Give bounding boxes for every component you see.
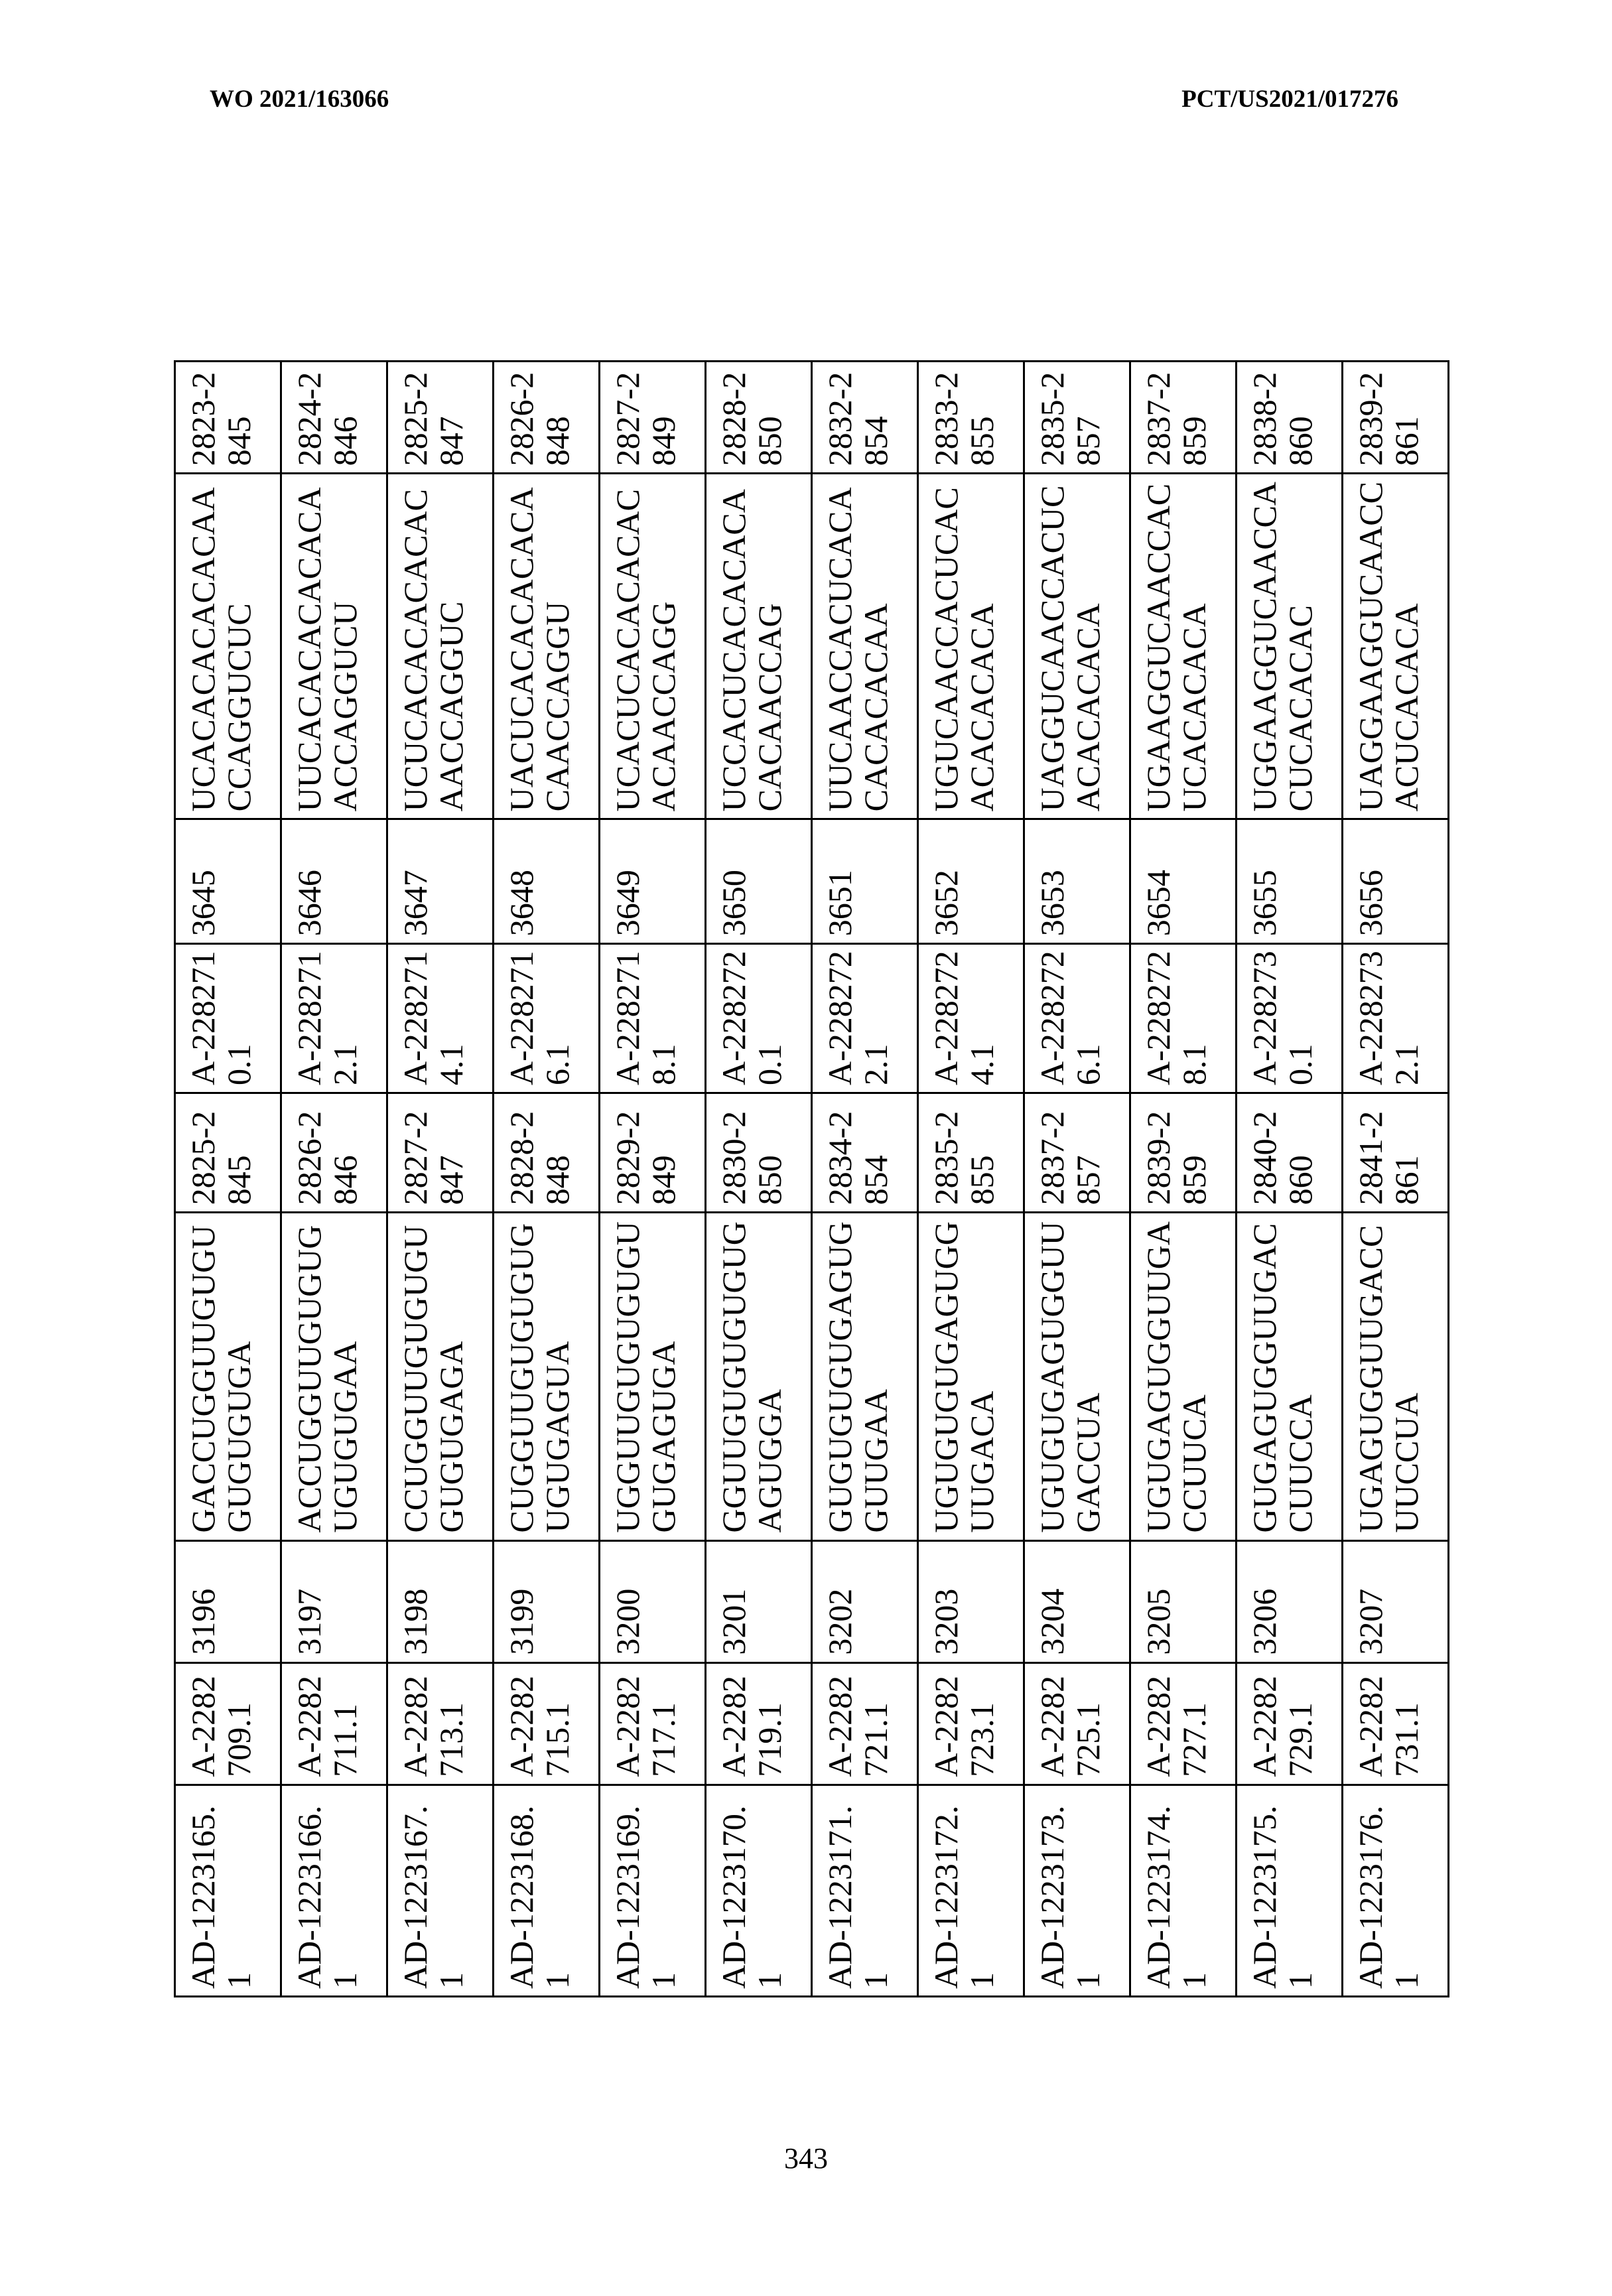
application-number: PCT/US2021/017276	[1181, 85, 1398, 113]
sense-range-cell: 2829-2849	[599, 1093, 705, 1212]
sense-oligo-id-cell: A-2282717.1	[599, 1662, 705, 1785]
antisense-oligo-id-cell: A-2282720.1	[705, 943, 811, 1093]
sense-range-cell: 2825-2845	[174, 1093, 281, 1212]
antisense-seq-id-cell: 3652	[917, 819, 1024, 943]
antisense-range-cell: 2832-2854	[811, 361, 917, 473]
sense-range-cell: 2834-2854	[811, 1093, 917, 1212]
sense-sequence-cell: GGUUGUGUGUGUGAGUGGA	[705, 1212, 811, 1540]
sense-sequence-cell: UGUGAGUGGUUGACCUUCA	[1130, 1212, 1236, 1540]
antisense-range-cell: 2837-2859	[1130, 361, 1236, 473]
page-number: 343	[0, 2141, 1612, 2175]
sense-range-cell: 2837-2857	[1024, 1093, 1130, 1212]
sequence-table	[174, 360, 1449, 1997]
sequence-table-rotated	[174, 362, 1449, 1997]
sense-range-cell: 2840-2860	[1236, 1093, 1342, 1212]
antisense-seq-id-cell: 3648	[493, 819, 599, 943]
table-row	[1342, 361, 1448, 1996]
publication-number: WO 2021/163066	[210, 85, 389, 113]
sense-range-cell: 2826-2846	[281, 1093, 387, 1212]
sense-seq-id-cell: 3201	[705, 1540, 811, 1662]
antisense-range-cell: 2825-2847	[387, 361, 493, 473]
sense-sequence-cell: UGUGUGAGUGGUUGACCUA	[1024, 1212, 1130, 1540]
antisense-sequence-cell: UAGGUCAACCACUCACACACACA	[1024, 473, 1130, 819]
sense-range-cell: 2839-2859	[1130, 1093, 1236, 1212]
table-row	[174, 361, 281, 1996]
antisense-oligo-id-cell: A-2282724.1	[917, 943, 1024, 1093]
antisense-seq-id-cell: 3655	[1236, 819, 1342, 943]
sense-range-cell: 2828-2848	[493, 1093, 599, 1212]
antisense-seq-id-cell: 3651	[811, 819, 917, 943]
sense-seq-id-cell: 3202	[811, 1540, 917, 1662]
antisense-oligo-id-cell: A-2282732.1	[1342, 943, 1448, 1093]
antisense-seq-id-cell: 3647	[387, 819, 493, 943]
antisense-oligo-id-cell: A-2282730.1	[1236, 943, 1342, 1093]
duplex-id-cell: AD-1223172.1	[917, 1785, 1024, 1996]
antisense-sequence-cell: UACUCACACACACACAACCAGGU	[493, 473, 599, 819]
antisense-seq-id-cell: 3645	[174, 819, 281, 943]
antisense-seq-id-cell: 3646	[281, 819, 387, 943]
sense-sequence-cell: GUGAGUGGUUGACCUUCCA	[1236, 1212, 1342, 1540]
antisense-sequence-cell: UCACACACACACAACCAGGUCUC	[174, 473, 281, 819]
antisense-sequence-cell: UUCAACCACUCACACACACACAA	[811, 473, 917, 819]
sense-oligo-id-cell: A-2282727.1	[1130, 1662, 1236, 1785]
table-row	[387, 361, 493, 1996]
table-row	[599, 361, 705, 1996]
sense-oligo-id-cell: A-2282719.1	[705, 1662, 811, 1785]
sense-seq-id-cell: 3199	[493, 1540, 599, 1662]
antisense-range-cell: 2835-2857	[1024, 361, 1130, 473]
sense-sequence-cell: GACCUGGUUGUGUGUGUGUGA	[174, 1212, 281, 1540]
sense-oligo-id-cell: A-2282721.1	[811, 1662, 917, 1785]
sense-seq-id-cell: 3200	[599, 1540, 705, 1662]
duplex-id-cell: AD-1223174.1	[1130, 1785, 1236, 1996]
antisense-seq-id-cell: 3656	[1342, 819, 1448, 943]
duplex-id-cell: AD-1223167.1	[387, 1785, 493, 1996]
table-row	[1024, 361, 1130, 1996]
duplex-id-cell: AD-1223168.1	[493, 1785, 599, 1996]
antisense-sequence-cell: UCUCACACACACACAACCAGGUC	[387, 473, 493, 819]
antisense-oligo-id-cell: A-2282722.1	[811, 943, 917, 1093]
sense-range-cell: 2841-2861	[1342, 1093, 1448, 1212]
antisense-range-cell: 2826-2848	[493, 361, 599, 473]
antisense-sequence-cell: UCACUCACACACACACAACCAGG	[599, 473, 705, 819]
sense-seq-id-cell: 3205	[1130, 1540, 1236, 1662]
antisense-seq-id-cell: 3649	[599, 819, 705, 943]
sense-range-cell: 2835-2855	[917, 1093, 1024, 1212]
antisense-range-cell: 2823-2845	[174, 361, 281, 473]
antisense-sequence-cell: UCCACUCACACACACACAACCAG	[705, 473, 811, 819]
duplex-id-cell: AD-1223170.1	[705, 1785, 811, 1996]
sense-sequence-cell: CCUGGUUGUGUGUGUGUGAGA	[387, 1212, 493, 1540]
sense-seq-id-cell: 3204	[1024, 1540, 1130, 1662]
sense-oligo-id-cell: A-2282731.1	[1342, 1662, 1448, 1785]
sense-sequence-cell: ACCUGGUUGUGUGUGUGUGAA	[281, 1212, 387, 1540]
antisense-sequence-cell: UUCACACACACACAACCAGGUCU	[281, 473, 387, 819]
antisense-range-cell: 2828-2850	[705, 361, 811, 473]
duplex-id-cell: AD-1223173.1	[1024, 1785, 1130, 1996]
sense-oligo-id-cell: A-2282725.1	[1024, 1662, 1130, 1785]
antisense-oligo-id-cell: A-2282714.1	[387, 943, 493, 1093]
sense-sequence-cell: UGUGUGUGAGUGGUUGACA	[917, 1212, 1024, 1540]
antisense-range-cell: 2827-2849	[599, 361, 705, 473]
sense-sequence-cell: UGAGUGGUUGACCUUCCUA	[1342, 1212, 1448, 1540]
sense-seq-id-cell: 3198	[387, 1540, 493, 1662]
antisense-oligo-id-cell: A-2282718.1	[599, 943, 705, 1093]
antisense-seq-id-cell: 3650	[705, 819, 811, 943]
antisense-oligo-id-cell: A-2282712.1	[281, 943, 387, 1093]
sense-oligo-id-cell: A-2282713.1	[387, 1662, 493, 1785]
sense-seq-id-cell: 3197	[281, 1540, 387, 1662]
antisense-range-cell: 2838-2860	[1236, 361, 1342, 473]
sense-oligo-id-cell: A-2282715.1	[493, 1662, 599, 1785]
sense-range-cell: 2830-2850	[705, 1093, 811, 1212]
sense-sequence-cell: UGGUUGUGUGUGUGUGAGUGA	[599, 1212, 705, 1540]
table-row	[811, 361, 917, 1996]
sense-sequence-cell: CUGGUUGUGUGUGUGUGAGUA	[493, 1212, 599, 1540]
duplex-id-cell: AD-1223165.1	[174, 1785, 281, 1996]
sense-oligo-id-cell: A-2282723.1	[917, 1662, 1024, 1785]
antisense-seq-id-cell: 3654	[1130, 819, 1236, 943]
antisense-oligo-id-cell: A-2282716.1	[493, 943, 599, 1093]
duplex-id-cell: AD-1223166.1	[281, 1785, 387, 1996]
antisense-oligo-id-cell: A-2282728.1	[1130, 943, 1236, 1093]
sense-seq-id-cell: 3207	[1342, 1540, 1448, 1662]
antisense-seq-id-cell: 3653	[1024, 819, 1130, 943]
sense-oligo-id-cell: A-2282709.1	[174, 1662, 281, 1785]
table-row	[281, 361, 387, 1996]
table-row	[1130, 361, 1236, 1996]
sense-oligo-id-cell: A-2282729.1	[1236, 1662, 1342, 1785]
sense-sequence-cell: GUGUGUGUGAGUGGUUGAA	[811, 1212, 917, 1540]
duplex-id-cell: AD-1223175.1	[1236, 1785, 1342, 1996]
table-row	[917, 361, 1024, 1996]
antisense-oligo-id-cell: A-2282710.1	[174, 943, 281, 1093]
duplex-id-cell: AD-1223171.1	[811, 1785, 917, 1996]
antisense-range-cell: 2824-2846	[281, 361, 387, 473]
sense-seq-id-cell: 3206	[1236, 1540, 1342, 1662]
antisense-sequence-cell: UGGAAGGUCAACCACUCACACAC	[1236, 473, 1342, 819]
antisense-range-cell: 2839-2861	[1342, 361, 1448, 473]
antisense-range-cell: 2833-2855	[917, 361, 1024, 473]
table-row	[705, 361, 811, 1996]
table-row	[1236, 361, 1342, 1996]
duplex-id-cell: AD-1223169.1	[599, 1785, 705, 1996]
table-row	[493, 361, 599, 1996]
duplex-id-cell: AD-1223176.1	[1342, 1785, 1448, 1996]
sense-oligo-id-cell: A-2282711.1	[281, 1662, 387, 1785]
sense-range-cell: 2827-2847	[387, 1093, 493, 1212]
sense-seq-id-cell: 3196	[174, 1540, 281, 1662]
antisense-sequence-cell: UGAAGGUCAACCACUCACACACA	[1130, 473, 1236, 819]
sense-seq-id-cell: 3203	[917, 1540, 1024, 1662]
antisense-oligo-id-cell: A-2282726.1	[1024, 943, 1130, 1093]
antisense-sequence-cell: UAGGAAGGUCAACCACUCACACA	[1342, 473, 1448, 819]
antisense-sequence-cell: UGUCAACCACUCACACACACACA	[917, 473, 1024, 819]
